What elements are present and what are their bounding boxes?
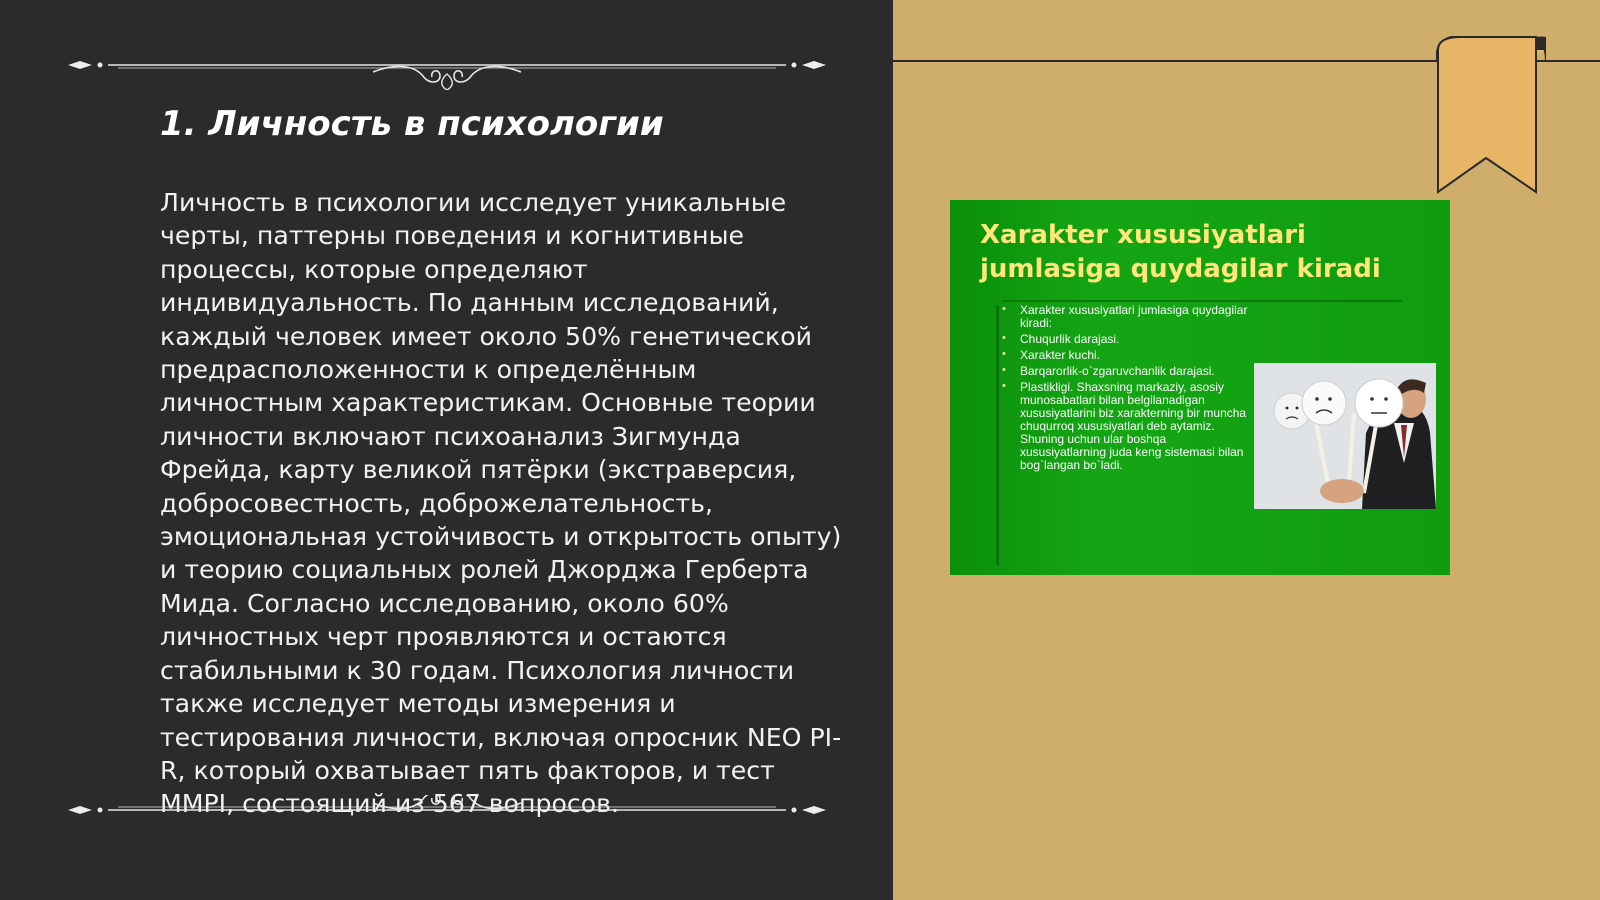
slide-vertical-bar (996, 305, 999, 565)
slide-title: Xarakter xususiyatlari jumlasiga quydagilar kiradi (980, 220, 1381, 284)
body-paragraph: Личность в психологии исследует уникальные черты, паттерны поведения и когнитивные процессы, которые определяют индивидуальность. По данным исследований, каждый человек имеет около 50% генетической предрасположенности к определённым личностным характеристикам. Основные теории личности включают психоанализ Зигмунда Фрейда, карту великой пятёрки (экстраверсия, добросовестность, доброжелательность, эмоциональная устойчивость и открытость опыту) и теорию социальных ролей Джорджа Герберта Мида. Согласно исследованию, около 60% личностных черт проявляются и остаются стабильными к 30 годам. Психология личности также исследует методы измерения и тестирования личности, включая опросник NEO PI-R, который охватывает пять факторов, и тест MMPI, состоящий из 567 вопросов. (160, 188, 842, 819)
slide-bullet-item: • Barqarorlik-o`zgaruvchanlik darajasi. (1000, 365, 1252, 378)
masks-photo (1254, 363, 1436, 509)
right-panel (893, 0, 1600, 900)
bottom-ornament-divider-icon (68, 795, 826, 835)
embedded-slide-image (950, 200, 1450, 575)
top-ornament-divider-icon (68, 50, 826, 90)
slide-bullet-item: • Chuqurlik darajasi. (1000, 333, 1252, 346)
slide-divider (1002, 300, 1402, 302)
slide-bullet-item: • Plastikligi. Shaxsning markaziy, asosiy munosabatlari bilan belgilanadigan xususiyatlarini biz xarakterning bir muncha chuqurroq xususiyatlari deb aytamiz. Shuning uchun ular boshqa xususiyatlarning juda keng sistemasi bilan bog`langan bo`ladi. (1000, 381, 1252, 472)
slide-bullet-item: • Xarakter xususiyatlari jumlasiga quydagilar kiradi: (1000, 304, 1252, 330)
bookmark-ribbon-icon (1436, 36, 1546, 198)
slide-bullet-list (1000, 304, 1252, 475)
slide-bullet-item: • Xarakter kuchi. (1000, 349, 1252, 362)
page-title: 1. Личность в психологии (160, 104, 664, 144)
